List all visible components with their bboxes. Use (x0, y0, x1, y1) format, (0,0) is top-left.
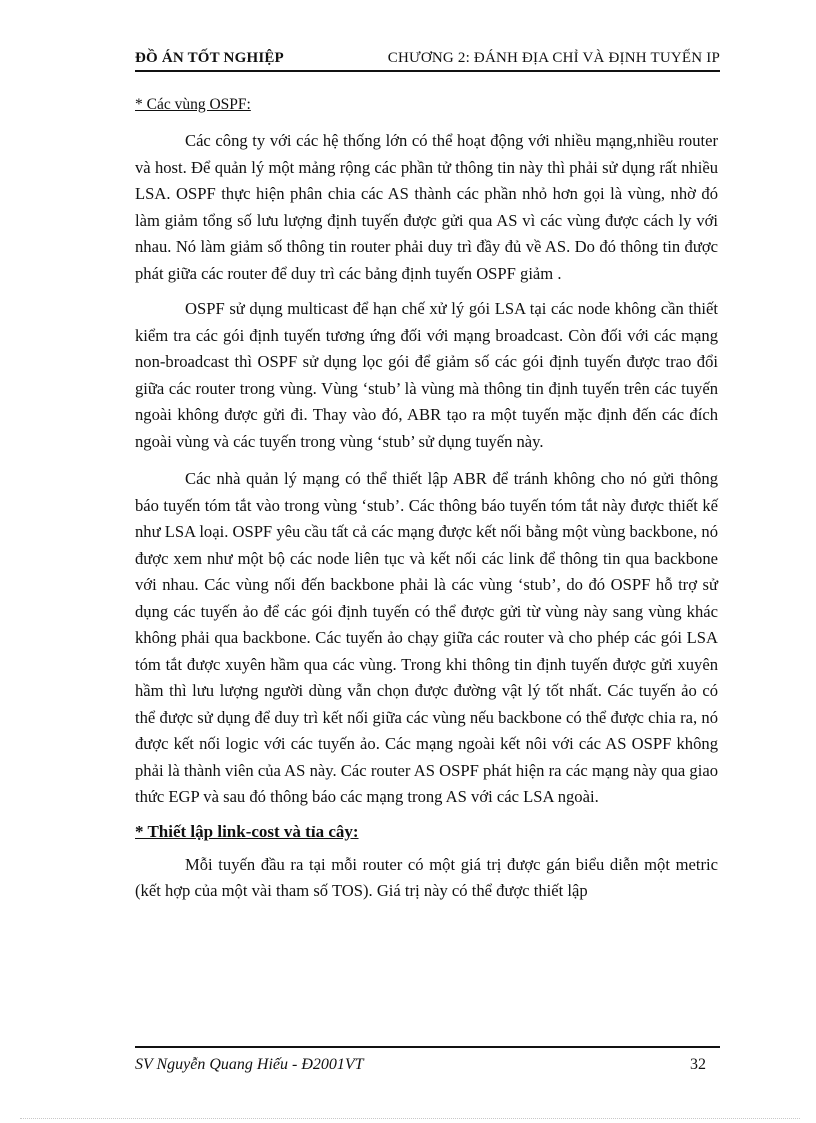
paragraph-2: OSPF sử dụng multicast để hạn chế xử lý gói LSA tại các node không cần thiết kiểm tra các gói định tuyến tương ứng đối với mạng broadcast. Còn đối với các mạng non-broadcast thì OSPF sử dụng lọc gói để giảm số các gói định tuyến được trao đổi giữa các router trong vùng. Vùng ‘stub’ là vùng mà thông tin định tuyến trên các tuyến ngoài không được gửi đi. Thay vào đó, ABR tạo ra một tuyến mặc định đến các đích ngoài vùng và các tuyến trong vùng ‘stub’ sử dụng tuyến này. (135, 299, 718, 451)
page-number: 32 (690, 1056, 706, 1073)
page-body (135, 92, 718, 905)
header-chapter-title: CHƯƠNG 2: ĐÁNH ĐỊA CHỈ VÀ ĐỊNH TUYẾN IP (387, 50, 720, 66)
paragraph-1: Các công ty với các hệ thống lớn có thể hoạt động với nhiều mạng,nhiều router và host. Để quản lý một mảng rộng các phần tử thông tin này thì phải sử dụng rất nhiều LSA. OSPF thực hiện phân chia các AS thành các phần nhỏ hơn gọi là vùng, nhờ đó làm giảm tổng số lưu lượng định tuyến được gửi qua AS vì các vùng được cách ly với nhau. Nó làm giảm số thông tin router phải duy trì đầy đủ về AS. Do đó thông tin được phát giữa các router để duy trì các bảng định tuyến OSPF giảm . (135, 131, 718, 283)
section-heading-ospf-areas: * Các vùng OSPF: (135, 96, 251, 113)
footer-rule (135, 1046, 720, 1048)
paragraph-4: Mỗi tuyến đầu ra tại mỗi router có một giá trị được gán biểu diễn một metric (kết hợp của một vài tham số TOS). Giá trị này có thể được thiết lập (135, 854, 718, 900)
paragraph-3: Các nhà quản lý mạng có thể thiết lập ABR để tránh không cho nó gửi thông báo tuyến tóm tắt vào trong vùng ‘stub’. Các thông báo tuyến tóm tắt này được thiết kế như LSA loại. OSPF yêu cầu tất cả các mạng được kết nối bằng một vùng backbone, nó được xem như một bộ các node liên tục và kết nối các link để thông tin qua backbone với nhau. Các vùng nối đến backbone phải là các vùng ‘stub’, do đó OSPF hỗ trợ sử dụng các tuyến ảo để các gói định tuyến có thể được gửi từ vùng này sang vùng khác không phải qua backbone. Các tuyến ảo chạy giữa các router và cho phép các gói LSA tóm tắt được xuyên hầm qua các vùng. Trong khi thông tin định tuyến được gửi xuyên hầm thì lưu lượng người dùng vẫn chọn được đường vật lý tốt nhất. Các tuyến ảo có thể được sử dụng để duy trì kết nối giữa các vùng nếu backbone có thể được chia ra, nó được kết nối logic với các tuyến ảo. Các mạng ngoài kết nôi với các AS OSPF không phải là thành viên của AS này. Các router AS OSPF phát hiện ra các mạng này qua giao thức EGP và sau đó thông báo các mạng trong AS với các LSA ngoài. (135, 469, 718, 806)
page-header (135, 48, 720, 72)
footer-author: SV Nguyễn Quang Hiếu - Đ2001VT (135, 1056, 364, 1073)
section-heading-link-cost: * Thiết lập link-cost và tỉa cây: (135, 821, 359, 841)
header-document-type: ĐỒ ÁN TỐT NGHIỆP (135, 50, 284, 66)
page-edge-divider (20, 1118, 800, 1119)
